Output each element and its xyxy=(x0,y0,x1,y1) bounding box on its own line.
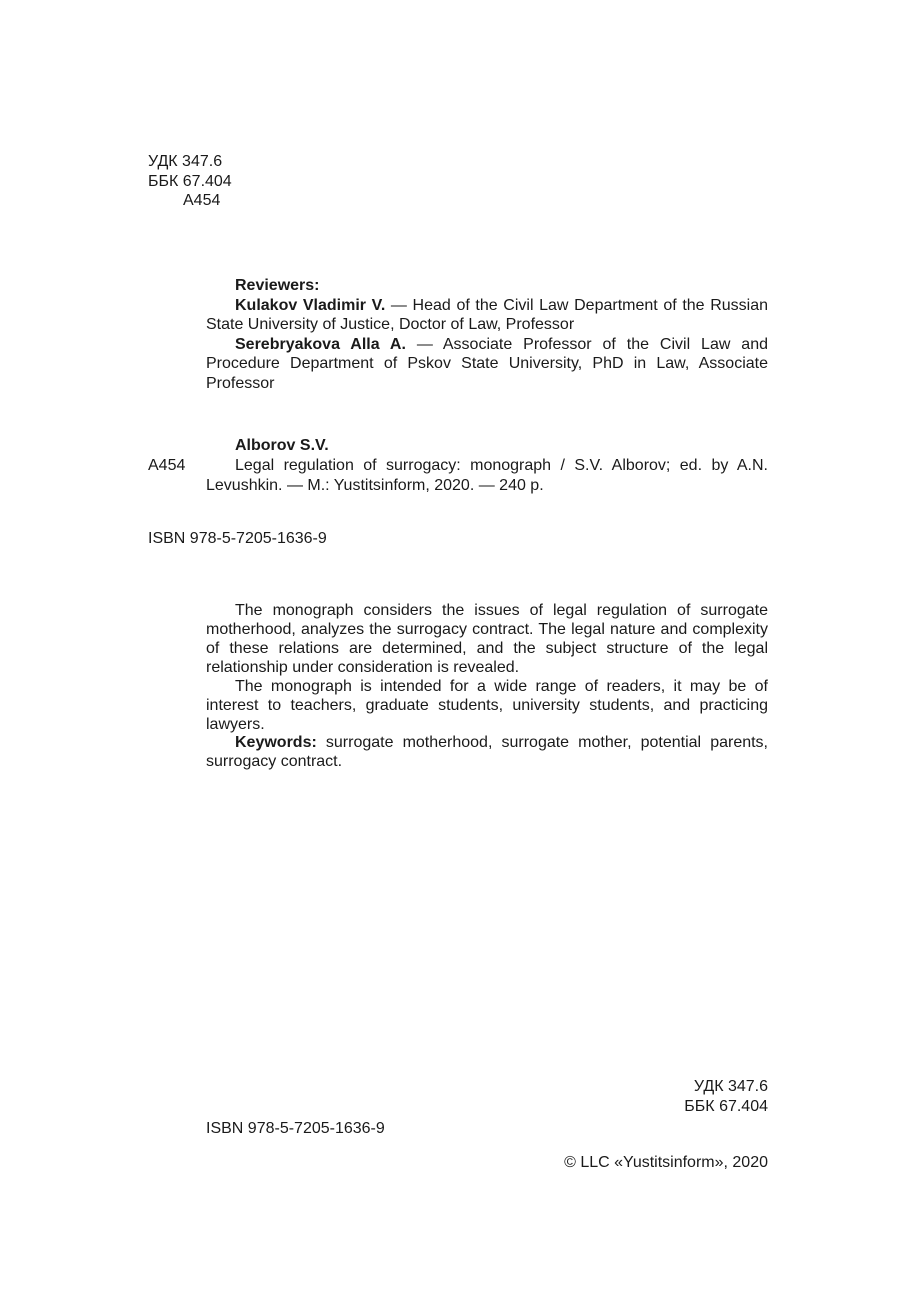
reviewer-2 xyxy=(206,335,768,394)
reviewer-1-name: Kulakov Vladimir V. xyxy=(235,296,386,314)
abstract-paragraph-2: The monograph is intended for a wide range of readers, it may be of interest to teachers, graduate students, university students, and practicing lawyers. xyxy=(206,678,768,733)
keywords-section xyxy=(206,733,768,771)
udk-classification-bottom xyxy=(568,1077,768,1116)
bibliographic-citation xyxy=(206,456,768,495)
citation-text: Legal regulation of surrogacy: monograph / S.V. Alborov; ed. by A.N. Levushkin. — M.: Yustitsinform, 2020. — 240 p. xyxy=(206,457,768,494)
udk-code-bottom: УДК 347.6 xyxy=(693,1078,768,1095)
isbn-top: ISBN 978-5-7205-1636-9 xyxy=(148,530,327,547)
reviewer-2-description: — Associate Professor of the Civil Law and Procedure Department of Pskov State University, PhD in Law, Associate Professor xyxy=(206,335,768,392)
author-name: Alborov S.V. xyxy=(235,437,329,454)
reviewers-section xyxy=(206,276,768,393)
udk-code: УДК 347.6 xyxy=(148,153,223,170)
copyright-notice: © LLC «Yustitsinform», 2020 xyxy=(564,1154,768,1171)
abstract-paragraph-1: The monograph considers the issues of legal regulation of surrogate motherhood, analyzes the surrogacy contract. The legal nature and complexity of these relations are determined, and the subject structure of the legal relationship under consideration is revealed. xyxy=(206,602,768,676)
reviewer-1-description: — Head of the Civil Law Department of the Russian State University of Justice, Doctor of Law, Professor xyxy=(206,296,769,333)
keywords-label: Keywords: xyxy=(235,734,317,751)
isbn-bottom: ISBN 978-5-7205-1636-9 xyxy=(206,1120,385,1137)
udk-classification-top xyxy=(148,152,348,211)
keywords-paragraph xyxy=(206,733,768,771)
abstract-section xyxy=(206,601,768,734)
reviewers-heading: Reviewers: xyxy=(235,277,320,294)
keywords-text: surrogate motherhood, surrogate mother, potential parents, surrogacy contract. xyxy=(206,734,768,770)
reviewer-2-name: Serebryakova Alla A. xyxy=(235,335,406,353)
author-sign-code: А454 xyxy=(183,192,221,209)
reviewer-1 xyxy=(206,296,768,335)
bbk-code: ББК 67.404 xyxy=(148,172,232,190)
bbk-code-bottom: ББК 67.404 xyxy=(684,1097,768,1115)
author-sign-side: А454 xyxy=(148,457,186,474)
